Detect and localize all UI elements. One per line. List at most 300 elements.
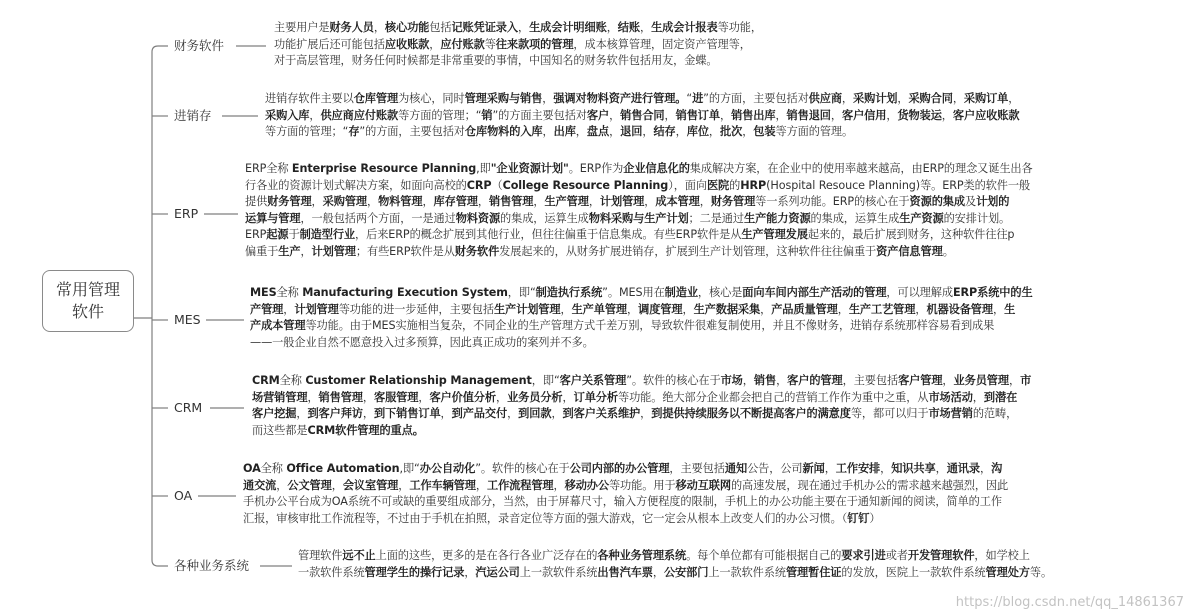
- desc-segment: 进销存软件主要以: [265, 92, 354, 105]
- desc-segment: ，: [664, 108, 676, 122]
- desc-segment: ，: [609, 108, 621, 122]
- desc-segment: ，: [398, 478, 410, 492]
- desc-segment: Customer Relationship Management: [305, 374, 532, 387]
- desc-segment: Enterprise Resource Planning: [291, 162, 477, 175]
- desc-segment: 财务软件: [454, 244, 500, 258]
- desc-business-systems: [298, 548, 1188, 581]
- desc-segment: 集成解决方案，在企业中的使用率越来越高，由ERP的理念又诞生出各: [689, 162, 1033, 175]
- desc-segment: CRM: [252, 374, 280, 387]
- desc-segment: 销售订单: [675, 108, 720, 122]
- desc-segment: ，: [507, 407, 519, 421]
- watermark: https://blog.csdn.net/qq_14861367: [955, 595, 1184, 610]
- desc-segment: 远不止: [342, 549, 376, 562]
- desc-segment: 业务员管理: [953, 374, 1009, 387]
- branch-oa: [174, 488, 192, 504]
- desc-segment: (Hospital Resouce Planning)等。ERP类的软件一般: [766, 178, 1031, 192]
- desc-segment: 等方面的管理。: [775, 125, 854, 139]
- desc-segment: 医院: [706, 178, 730, 192]
- desc-segment: 到产品交付: [451, 407, 508, 421]
- desc-segment: ，: [475, 478, 487, 492]
- desc-segment: ，: [477, 195, 489, 209]
- desc-segment: 供应商应付账款: [320, 108, 399, 122]
- desc-segment: ，: [517, 21, 530, 34]
- desc-segment: HRP: [740, 178, 767, 192]
- desc-segment: ，: [422, 195, 434, 209]
- desc-segment: ，: [464, 565, 476, 579]
- desc-segment: ；有些ERP软件是从: [355, 244, 455, 258]
- desc-segment: ，核心是: [697, 286, 743, 299]
- desc-segment: 退回: [620, 125, 643, 139]
- desc-segment: 生成会计报表: [651, 21, 718, 34]
- desc-segment: ,即“: [399, 462, 420, 475]
- desc-segment: ，: [972, 390, 984, 404]
- desc-segment: 新闻: [802, 462, 825, 475]
- branch-mes: [174, 312, 201, 328]
- desc-segment: MES: [250, 286, 277, 299]
- desc-segment: 进: [692, 92, 704, 105]
- desc-segment: 到潜在: [983, 390, 1018, 404]
- desc-segment: ，即“: [531, 374, 560, 387]
- desc-segment: 面向车间内部生产活动的管理: [742, 286, 887, 299]
- desc-segment: 主要用户是: [274, 21, 330, 34]
- desc-segment: 等方面的管理；“: [398, 108, 482, 122]
- desc-segment: 物料采购与生产计划: [588, 211, 689, 225]
- desc-segment: 客户应收账款: [952, 108, 1020, 122]
- desc-segment: 客户关系管理: [559, 374, 627, 387]
- desc-segment: 批次: [720, 125, 743, 139]
- desc-segment: ，: [742, 374, 754, 387]
- desc-segment: 包装: [753, 125, 776, 139]
- desc-segment: ，: [440, 407, 452, 421]
- desc-segment: 通讯录: [946, 462, 980, 475]
- desc-erp: [245, 161, 1145, 261]
- desc-segment: ，: [644, 195, 656, 209]
- desc-segment: 提供: [245, 195, 268, 209]
- desc-segment: ，可以理解成: [886, 286, 953, 299]
- desc-segment: Office Automation: [286, 462, 400, 475]
- desc-segment: 管理采购与销售: [464, 92, 543, 105]
- desc-segment: ，主要包括: [842, 374, 899, 387]
- desc-segment: 起源: [266, 228, 289, 242]
- desc-segment: 生产数据采集: [693, 302, 761, 316]
- desc-segment: （: [491, 178, 503, 192]
- desc-segment: 销售管理: [318, 390, 363, 404]
- desc-segment: 管理暂住证: [785, 565, 842, 579]
- desc-segment: ，: [553, 478, 565, 492]
- desc-segment: 的发放，医院上一款软件系统: [841, 565, 986, 579]
- desc-segment: 计划管理: [294, 302, 339, 316]
- branch-label: 进销存: [174, 108, 212, 123]
- desc-segment: 等，都可以归于: [850, 407, 929, 421]
- desc-segment: 生产资源: [899, 211, 944, 225]
- desc-segment: ，: [708, 125, 721, 139]
- desc-segment: 功能扩展后还可能包括: [274, 37, 385, 51]
- desc-mes: [250, 285, 1155, 351]
- desc-segment: 客户挖掘: [252, 407, 297, 421]
- desc-segment: 计划管理: [311, 244, 356, 258]
- desc-segment: 生成会计明细账: [529, 21, 607, 34]
- desc-segment: ，: [367, 195, 379, 209]
- desc-segment: 等功能的进一步延伸，主要包括: [338, 302, 494, 316]
- desc-segment: 通交流: [243, 478, 277, 492]
- desc-segment: 会议室管理: [342, 478, 399, 492]
- desc-segment: 上面的这些，更多的是在各行各业广泛存在的: [375, 549, 598, 562]
- desc-segment: ，: [495, 390, 508, 404]
- desc-segment: ，: [307, 390, 319, 404]
- desc-segment: ，: [627, 302, 639, 316]
- desc-segment: 手机办公平台成为OA系统不可或缺的重要组成部分，当然，由于屏幕尺寸，输入方便程度的限制，手机上的办公功能主要在于通知新闻的阅读，简单的工作: [243, 495, 1002, 509]
- desc-segment: 存: [348, 125, 360, 139]
- desc-segment: 汽运公司: [475, 565, 520, 579]
- desc-segment: 出售汽车票: [597, 565, 653, 579]
- desc-segment: ，后来ERP的概念扩展到其他行业，但往往偏重于信息集成。有些ERP软件是从: [355, 228, 742, 242]
- desc-segment: 运算与管理: [245, 211, 301, 225]
- desc-segment: 销售退回: [786, 108, 831, 122]
- branch-label: OA: [174, 488, 193, 503]
- desc-segment: ——一般企业自然不愿意投入过多预算，因此真正成功的案列并不多。: [250, 335, 594, 349]
- desc-segment: 生产管理: [544, 195, 589, 209]
- desc-segment: 各种业务管理系统: [597, 549, 687, 562]
- desc-segment: 管理处方: [985, 565, 1030, 579]
- desc-segment: 往来款项的管理: [495, 37, 574, 51]
- desc-segment: ，主要包括: [669, 462, 725, 475]
- desc-segment: 或者: [885, 549, 908, 562]
- desc-segment: Manufacturing Execution System: [302, 286, 508, 299]
- desc-segment: 应付账款: [440, 37, 485, 51]
- desc-segment: 核心功能: [384, 21, 430, 34]
- desc-segment: 场营销管理: [252, 390, 308, 404]
- desc-segment: 包括: [429, 21, 452, 34]
- desc-segment: ，: [373, 21, 385, 34]
- desc-segment: ”。MES用在: [602, 286, 665, 299]
- desc-segment: ，: [1008, 92, 1020, 105]
- desc-segment: 生产: [278, 244, 301, 258]
- desc-segment: ，: [682, 302, 694, 316]
- desc-segment: 货物装运: [897, 108, 942, 122]
- desc-segment: 上一款软件系统: [519, 565, 598, 579]
- desc-segment: 生产工艺管理: [848, 302, 916, 316]
- desc-segment: 的集成，运算生成: [810, 211, 900, 225]
- desc-segment: 资产信息管理: [876, 244, 943, 258]
- desc-segment: 钉钉: [847, 511, 870, 525]
- desc-segment: 市场: [720, 374, 743, 387]
- desc-segment: ,即: [476, 162, 491, 175]
- desc-segment: 销售出库: [731, 108, 776, 122]
- desc-segment: 调度管理: [638, 302, 683, 316]
- desc-segment: 等一系列功能。ERP的核心在于: [755, 195, 910, 209]
- desc-segment: ，: [562, 390, 574, 404]
- desc-segment: 物料管理: [378, 195, 423, 209]
- branch-label: 财务软件: [174, 38, 225, 53]
- desc-segment: 生产计划管理: [493, 302, 561, 316]
- desc-segment: CRP: [466, 178, 492, 192]
- desc-inventory: [265, 91, 1165, 141]
- desc-segment: ，: [699, 195, 711, 209]
- desc-segment: 采购入库: [265, 108, 310, 122]
- desc-segment: ，: [606, 21, 618, 34]
- desc-segment: 开发管理软件: [907, 549, 975, 562]
- desc-segment: 。: [942, 244, 954, 258]
- desc-segment: 于: [288, 228, 300, 242]
- desc-segment: ，: [276, 478, 288, 492]
- desc-segment: 通知: [724, 462, 748, 475]
- desc-segment: ，成本核算管理，固定资产管理等，: [573, 37, 751, 51]
- desc-segment: 办公自动化: [419, 462, 476, 475]
- desc-segment: 客户管理: [898, 374, 943, 387]
- branch-business-systems: [174, 558, 249, 574]
- desc-segment: 制造业: [664, 286, 698, 299]
- desc-segment: ，: [1008, 374, 1021, 387]
- desc-segment: ”。软件的核心在于: [475, 462, 570, 475]
- desc-oa: [243, 461, 1148, 527]
- desc-segment: 资源的集成: [909, 195, 965, 209]
- desc-segment: ”的方面，主要包括对: [359, 125, 465, 139]
- desc-segment: ，: [886, 108, 898, 122]
- desc-segment: “: [686, 92, 693, 105]
- desc-segment: ，: [841, 92, 854, 105]
- desc-segment: 等功能，: [717, 21, 762, 34]
- desc-segment: 移动互联网: [675, 478, 731, 492]
- desc-segment: ，: [551, 407, 563, 421]
- desc-segment: 等功能。用于: [608, 478, 676, 492]
- desc-segment: 成本管理: [655, 195, 700, 209]
- desc-segment: 销售合同: [620, 108, 665, 122]
- desc-segment: ，: [640, 407, 652, 421]
- desc-segment: ，: [979, 462, 992, 475]
- desc-segment: ，: [776, 374, 788, 387]
- desc-segment: 销售: [753, 374, 777, 387]
- desc-segment: 业务员分析: [507, 390, 563, 404]
- desc-segment: 强调对物料资产进行管理。: [553, 92, 687, 105]
- desc-segment: 全称: [279, 374, 306, 387]
- desc-segment: 全称: [276, 286, 303, 299]
- desc-segment: 物料资源: [455, 211, 501, 225]
- desc-segment: 起来的，最后扩展到财务，这种软件往往p: [807, 228, 1015, 242]
- desc-segment: 到提供持续服务以不断提高客户的满意度: [651, 407, 851, 421]
- branch-label: CRM: [174, 400, 203, 415]
- desc-segment: 采购管理: [322, 195, 367, 209]
- desc-segment: ，: [652, 565, 664, 579]
- desc-segment: ；二是通过: [688, 211, 744, 225]
- desc-segment: 客户价值分析: [429, 390, 496, 404]
- desc-segment: 。每个单位都有可能根据自己的: [686, 549, 842, 562]
- desc-segment: ，: [542, 92, 554, 105]
- desc-segment: ，: [719, 108, 732, 122]
- desc-segment: 产管理: [250, 302, 284, 316]
- desc-segment: 结存: [653, 125, 676, 139]
- desc-segment: ERP: [245, 228, 267, 242]
- desc-segment: 仓库管理: [353, 92, 399, 105]
- desc-segment: ）: [869, 511, 881, 525]
- desc-segment: 应收账款: [384, 37, 430, 51]
- desc-segment: 管理学生的操行记录: [364, 565, 465, 579]
- desc-segment: 公文管理: [287, 478, 332, 492]
- branch-label: 各种业务系统: [174, 558, 250, 573]
- desc-segment: 客户的管理: [787, 374, 843, 387]
- desc-segment: ，: [311, 195, 323, 209]
- desc-segment: ，: [642, 125, 654, 139]
- desc-segment: 到客户拜访: [307, 407, 363, 421]
- desc-segment: 到客户关系维护: [562, 407, 641, 421]
- root-label: 常用管理软件: [55, 280, 120, 321]
- desc-segment: 仓库物料的入库: [464, 125, 543, 139]
- desc-segment: 行各业的资源计划式解决方案，如面向高校的: [245, 178, 467, 192]
- branch-erp: [174, 206, 198, 222]
- desc-segment: ，: [418, 390, 430, 404]
- desc-segment: 计划管理: [599, 195, 645, 209]
- desc-segment: 产成本管理: [250, 319, 306, 333]
- desc-segment: 到回款: [518, 407, 552, 421]
- desc-segment: 到下销售订单: [374, 407, 441, 421]
- desc-segment: 客服管理: [374, 390, 419, 404]
- desc-segment: ，: [897, 92, 909, 105]
- desc-segment: ，: [362, 390, 374, 404]
- desc-segment: 的安排计划。: [943, 211, 1011, 225]
- root-node: [42, 270, 134, 332]
- desc-segment: 沟: [991, 462, 1003, 475]
- branch-label: ERP: [174, 206, 199, 221]
- desc-segment: 全称: [260, 462, 287, 475]
- desc-segment: 客户: [586, 108, 610, 122]
- desc-segment: ERP系统中的生: [952, 286, 1033, 299]
- desc-segment: 供应商: [808, 92, 842, 105]
- desc-segment: ，: [542, 125, 554, 139]
- desc-segment: 结账: [617, 21, 640, 34]
- desc-segment: ，: [675, 125, 687, 139]
- desc-segment: ，: [560, 302, 572, 316]
- desc-segment: 等。: [1029, 565, 1053, 579]
- desc-segment: ，: [609, 125, 621, 139]
- desc-segment: ，一般包括两个方面，一是通过: [300, 211, 456, 225]
- desc-segment: ”的方面主要包括对: [492, 108, 587, 122]
- desc-segment: 出库: [553, 125, 576, 139]
- desc-segment: 工作车辆管理: [409, 478, 476, 492]
- desc-segment: 机器设备管理: [926, 302, 993, 316]
- desc-segment: ，: [429, 37, 441, 51]
- desc-segment: 客户信用: [841, 108, 887, 122]
- desc-segment: 公安部门: [663, 565, 709, 579]
- desc-segment: ，: [942, 374, 954, 387]
- desc-segment: 采购订单: [963, 92, 1009, 105]
- desc-segment: 等功能。绝大部分企业都会把自己的营销工作作为重中之重，从: [617, 390, 929, 404]
- desc-segment: 订单分析: [573, 390, 618, 404]
- desc-segment: 发展起来的，从财务扩展进销存，扩展到生产计划管理，这种软件往往偏重于: [499, 244, 877, 258]
- desc-segment: ，如学校上: [974, 549, 1030, 562]
- branch-crm: [174, 400, 202, 416]
- desc-segment: 市场营销: [928, 407, 973, 421]
- desc-segment: 记账凭证录入: [451, 21, 518, 34]
- desc-segment: 库位: [686, 125, 709, 139]
- desc-segment: 等方面的管理；“: [265, 125, 349, 139]
- desc-segment: 计划的: [976, 195, 1010, 209]
- desc-segment: 盘点: [586, 125, 610, 139]
- desc-segment: 制造执行系统: [535, 286, 603, 299]
- desc-segment: 的: [729, 178, 741, 192]
- desc-segment: 公司内部的办公管理: [569, 462, 670, 475]
- desc-segment: ，: [331, 478, 343, 492]
- desc-segment: ，: [760, 302, 772, 316]
- desc-segment: ），面向: [668, 178, 707, 192]
- desc-segment: ERP全称: [245, 162, 292, 175]
- desc-segment: 汇报，审核审批工作流程等，不过由于手机在拍照，录音定位等方面的强大游戏，它一定会从根本上改变人们的办公习惯。（: [243, 511, 848, 525]
- desc-segment: 一款软件系统: [298, 565, 365, 579]
- desc-segment: 的范畴，: [972, 407, 1018, 421]
- desc-finance: [274, 20, 884, 70]
- desc-segment: 管理软件: [298, 549, 343, 562]
- desc-segment: ，: [283, 302, 295, 316]
- desc-segment: 及: [964, 195, 977, 209]
- desc-segment: 生产单管理: [571, 302, 628, 316]
- desc-segment: ，: [296, 407, 308, 421]
- desc-segment: 的集成，运算生成: [500, 211, 589, 225]
- branch-finance: [174, 38, 224, 54]
- desc-segment: 等: [484, 37, 496, 51]
- desc-segment: 移动办公: [564, 478, 609, 492]
- desc-segment: ，: [533, 195, 545, 209]
- desc-segment: 财务管理: [710, 195, 756, 209]
- desc-segment: 工作安排: [835, 462, 881, 475]
- desc-segment: ，: [952, 92, 964, 105]
- desc-segment: ，: [941, 108, 953, 122]
- desc-segment: 偏重于: [245, 244, 279, 258]
- desc-segment: ，: [837, 302, 849, 316]
- desc-segment: 财务管理: [267, 195, 312, 209]
- desc-segment: 产品质量管理: [771, 302, 838, 316]
- desc-crm: [252, 373, 1157, 439]
- desc-segment: 采购合同: [908, 92, 953, 105]
- desc-segment: ，: [309, 108, 321, 122]
- desc-segment: 上一款软件系统: [708, 565, 786, 579]
- desc-segment: 库存管理: [433, 195, 478, 209]
- desc-segment: ，: [824, 462, 836, 475]
- desc-segment: 市场活动: [928, 390, 973, 404]
- desc-segment: 生产能力资源: [744, 211, 811, 225]
- branch-inventory: [174, 108, 212, 124]
- desc-segment: 工作流程管理: [486, 478, 554, 492]
- desc-segment: ，: [575, 125, 587, 139]
- desc-segment: 对于高层管理，财务任何时候都是非常重要的事情，中国知名的财务软件包括用友，金蝶。: [274, 54, 718, 68]
- desc-segment: ，: [830, 108, 842, 122]
- desc-segment: 公告，公司: [747, 462, 803, 475]
- desc-segment: OA: [243, 462, 261, 475]
- desc-segment: 的高速发展，现在通过手机办公的需求越来越强烈，因此: [730, 478, 1009, 492]
- desc-segment: ，: [880, 462, 892, 475]
- desc-segment: 企业信息化的: [623, 162, 690, 175]
- desc-segment: 市: [1020, 374, 1032, 387]
- desc-segment: ，: [362, 407, 374, 421]
- desc-segment: ”的方面，主要包括对: [703, 92, 809, 105]
- desc-segment: 生产管理发展: [741, 228, 808, 242]
- desc-segment: 等功能。由于MES实施相当复杂，不同企业的生产管理方式千差万别，导致软件很难复制使用，并且不像财务，进销存系统那样容易看到成果: [305, 319, 995, 333]
- desc-segment: 销售管理: [489, 195, 534, 209]
- desc-segment: "企业资源计划": [490, 162, 569, 175]
- desc-segment: College Resource Planning: [502, 178, 669, 192]
- desc-segment: ，: [742, 125, 754, 139]
- desc-segment: 知识共享: [891, 462, 936, 475]
- desc-segment: ，: [915, 302, 927, 316]
- desc-segment: CRM软件管理的重点。: [307, 423, 424, 437]
- desc-segment: ，: [935, 462, 947, 475]
- desc-segment: ，即“: [507, 286, 536, 299]
- desc-segment: ”。软件的核心在于: [626, 374, 721, 387]
- desc-segment: ，: [588, 195, 600, 209]
- desc-segment: ，: [639, 21, 652, 34]
- desc-segment: 采购计划: [853, 92, 898, 105]
- desc-segment: 而这些都是: [252, 423, 308, 437]
- desc-segment: 为核心，同时: [398, 92, 465, 105]
- branch-label: MES: [174, 312, 201, 327]
- desc-segment: ，: [992, 302, 1005, 316]
